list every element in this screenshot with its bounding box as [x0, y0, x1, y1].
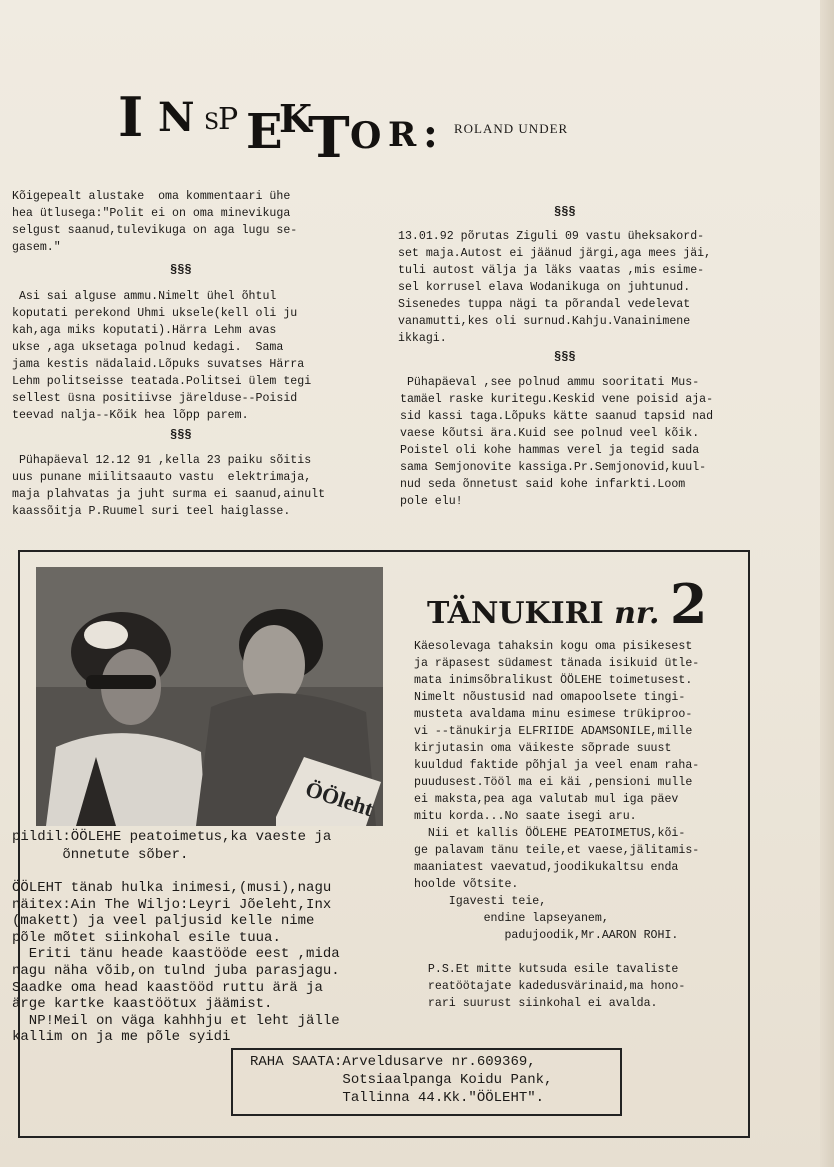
masthead-letter: T — [308, 105, 350, 171]
thanks-heading — [427, 572, 707, 636]
masthead-letter: : — [423, 110, 438, 157]
masthead-letter: K — [279, 96, 313, 141]
story-paragraph: Pühapäeval 12.12 91 ,kella 23 paiku sõitis uus punane miilitsaauto vastu elektrimaja, maja plahvatas ja juht surma ei saanud,ainult kaassõitja P.Ruumel suri teel haiglasse. — [12, 454, 326, 518]
masthead-letter: O — [350, 115, 382, 157]
story-paragraph: 13.01.92 põrutas Ziguli 09 vastu üheksakord- set maja.Autost ei jäänud järgi,aga mees jäi, tuli autost välja ja läks vaatas ,mis esime- sel korrusel elava Wodanikuga on juhtunud. Sisenedes tuppa nägi ta põrandal vedelevat vanamutti,kes oli surnud.Kahju.Vanainimene ikkagi. — [398, 230, 712, 345]
thanks-number: 2 — [669, 572, 708, 636]
thanks-title: TÄNUKIRI — [427, 596, 604, 631]
masthead-letter: N — [158, 94, 195, 141]
story-paragraph: Pühapäeval ,see polnud ammu sooritati Mus- tamäel raske kuritegu.Keskid vene poisid aja- sid kassi taga.Lõpuks kätte saanud tapsid nad vaese kõutsi ära.Kuid see polnud veel kõik. Poistel oli kohe hammas verel ja tegid sada sama Semjonovite kassiga.Pr.Semjonovid,kuul- nud seda õnnetust said kohe infarkti.Loom pole elu! — [400, 376, 714, 508]
photo-caption: pildil:ÖÖLEHE peatoimetus,ka vaeste ja õnnetute sõber. — [12, 829, 332, 863]
section-mark: §§§ — [554, 350, 576, 364]
masthead-letter: S — [204, 110, 220, 135]
editorial-photo — [36, 567, 383, 826]
masthead — [118, 85, 638, 171]
section-mark: §§§ — [170, 428, 192, 442]
payment-details: RAHA SAATA:Arveldusarve nr.609369, Sotsiaalpanga Koidu Pank, Tallinna 44.Kk."ÖÖLEHT". — [250, 1054, 553, 1106]
intro-paragraph: Kõigepealt alustake oma kommentaari ühe hea ütlusega:"Polit ei on oma minevikuga selgust saanud,tulevikuga on aga lugu se- gasem." — [12, 190, 298, 254]
newspaper-photo-icon — [36, 567, 383, 826]
author-byline: ROLAND UNDER — [454, 121, 569, 136]
masthead-letter: R — [388, 115, 417, 155]
newspaper-text: ÖÖleht — [302, 775, 377, 822]
acknowledgements-text: ÖÖLEHT tänab hulka inimesi,(musi),nagu näitex:Ain The Wiljo:Leyri Jõeleht,Inx (makett) ja veel paljusid kelle nime põle mõtet siinkohal esile tuua. Eriti tänu heade kaastööde eest ,mida nagu näha võib,on tulnd juba parasjagu. Saadke oma head kaastööd ruttu ärä ja ärge kartke kaastöötux jäämist. NP!Meil on väga kahhhju et leht jälle kallim on ja me põle syidi — [12, 880, 340, 1046]
masthead-letter: I — [118, 85, 144, 149]
masthead-letter: E — [246, 104, 283, 160]
story-paragraph: Asi sai alguse ammu.Nimelt ühel õhtul koputati perekond Uhmi uksele(kell oli ju kah,aga miks koputati).Härra Lehm avas ukse ,aga uksetaga polnud kedagi. Sama jama kestis nädalaid.Lõpuks suvatses Härra Lehm politseisse teatada.Politsei ülem tegi sellest üsna positiivse järelduse--Poisid teevad nalja--Kõik hea lõpp parem. — [12, 290, 312, 422]
thanks-letter: Käesolevaga tahaksin kogu oma pisikesest ja räpasest südamest tänada isikuid ütle- mata inimsõbralikust ÖÖLEHE toimetusest. Nimelt nõustusid nad omapoolsete tingi- musteta avaldama minu esimese trükiproo- vi --tänukirja ELFRIIDE ADAMSONILE,mille kirjutasin oma väikeste sõprade suust kuuldud faktide põhjal ja veel enam raha- puudusest.Tööl ma ei käi ,pensioni mulle ei maksta,pea aga valutab mul iga päev mitu korda...No saate isegi aru. Nii et kallis ÖÖLEHE PEATOIMETUS,kõi- ge palavam tänu teile,et vaese,jälitamis- maaniatest vaevatud,joodikukaltsu enda hoolde võtsite. Igavesti teie, endine lapseyanem, padujoodik,Mr.AARON ROHI. P.S.Et mitte kutsuda esile tavaliste reatöötajate kadedusvärinaid,ma hono- rari suurust siinkohal ei avalda. — [414, 640, 700, 1010]
section-mark: §§§ — [170, 263, 192, 277]
section-mark: §§§ — [554, 205, 576, 219]
thanks-nr: nr. — [614, 596, 660, 631]
masthead-letter: P — [218, 102, 239, 137]
page-edge — [820, 0, 834, 1167]
